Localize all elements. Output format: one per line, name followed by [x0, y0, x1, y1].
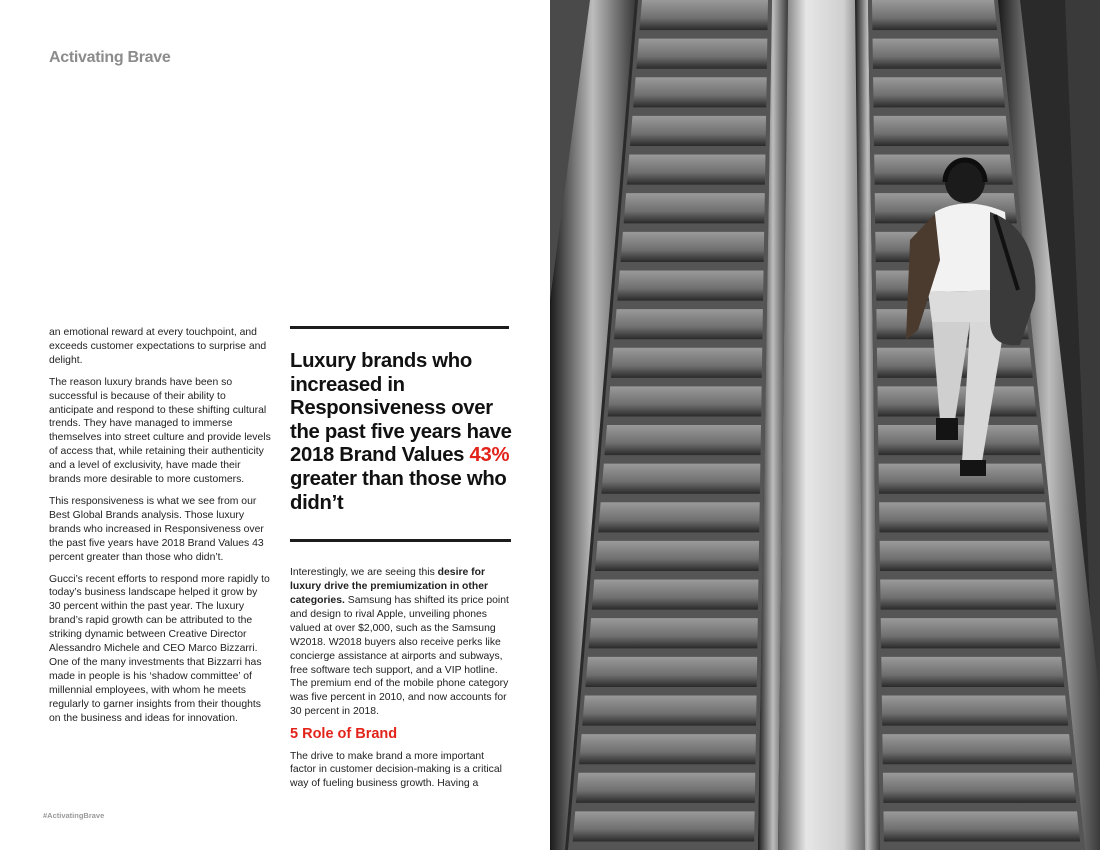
escalator-step [608, 386, 762, 416]
left-paragraph-1: an emotional reward at every touchpoint, and exceeds customer expectations to surprise and delight. [49, 327, 267, 366]
escalator-step [592, 580, 759, 610]
left-paragraph-2: The reason luxury brands have been so successful is because of their ability to anticipate and respond to these shifting cultural trends. They have managed to immerse themselves into street culture and provide levels of access that, while retaining their authenticity and a level of exclusivity, have made their brands more desirable to more customers. [49, 376, 271, 486]
escalator-step [878, 425, 1041, 455]
escalator-step [874, 116, 1009, 146]
escalator-step [582, 695, 756, 725]
escalator-step [611, 348, 762, 378]
escalator-step [882, 695, 1068, 725]
premiumization-bold: desire for luxury drive the premiumization in other categories. [290, 567, 489, 606]
escalator-step [879, 502, 1048, 532]
pull-quote-top-rule [290, 326, 509, 329]
left-paragraph-4: Gucci’s recent efforts to respond more rapidly to today’s business landscape helped it grow by 30 percent within the past year. The luxury brand’s rapid growth can be attributed to the striking dynamic between Creative Director Alessandro Michele and CEO Marco Bizzarri. One of the many investments that Bizzarri has made in people is his ‘shadow committee’ of millennial employees, with whom he meets regularly to garner insights from their thoughts on the business and ideas for innovation. [49, 573, 270, 724]
escalator-step [576, 773, 755, 803]
escalator-step [883, 773, 1076, 803]
escalator-step [881, 618, 1061, 648]
escalator-step [883, 811, 1080, 841]
middle-column [290, 326, 512, 790]
escalator-step [617, 270, 763, 300]
escalator-step [598, 502, 760, 532]
escalator-step [627, 155, 766, 185]
escalator-step [882, 734, 1072, 764]
footer-hashtag: #ActivatingBrave [43, 811, 105, 820]
pull-quote-bottom-rule [290, 539, 511, 542]
pull-quote-highlight: 43% [469, 444, 510, 467]
escalator-step [624, 193, 765, 223]
escalator-step [873, 77, 1005, 107]
role-of-brand-paragraph: The drive to make brand a more important factor in customer decision-making is a critical way of fueling business growth. Having a [290, 751, 502, 789]
escalator-step [872, 0, 997, 30]
escalator-step [873, 39, 1001, 69]
pull-quote-text-end: greater than those who didn’t [290, 467, 507, 514]
escalator-step [605, 425, 761, 455]
escalator-step [589, 618, 758, 648]
left-paragraph-3: This responsiveness is what we see from our Best Global Brands analysis. Those luxury brands who increased in Responsiveness over the past five years have 2018 Brand Values 43 percent greater than those who didn’t. [49, 495, 264, 563]
pull-quote [290, 350, 512, 515]
premiumization-rest: Samsung has shifted its price point and design to rival Apple, unveiling phones valued at over $2,000, such as the Samsung W2018. W2018 buyers also receive perks like concierge assistance at airports and subways, free software tech support, and a VIP hotline. The premium end of the mobile phone category was five percent in 2010, and now accounts for 30 percent in 2018. [290, 594, 509, 718]
escalator-step [595, 541, 759, 571]
escalator-step [601, 464, 760, 494]
escalator-step [630, 116, 766, 146]
escalator-step [880, 580, 1056, 610]
escalator-step [614, 309, 763, 339]
escalator-step [579, 734, 756, 764]
escalator-step [880, 541, 1053, 571]
role-of-brand-heading: 5 Role of Brand [290, 726, 398, 743]
premiumization-intro: Interestingly, we are seeing this [290, 567, 438, 579]
escalator-step [881, 657, 1064, 687]
pull-quote-text-start: Luxury brands who increased in Responsiveness over the past five years have 2018 Brand Values [290, 350, 512, 467]
escalator-step [633, 77, 767, 107]
escalator-step [573, 811, 755, 841]
left-column [49, 326, 271, 733]
escalator-photo [550, 0, 1100, 850]
premiumization-paragraph [290, 566, 512, 719]
escalator-step [620, 232, 764, 262]
escalator-step [636, 39, 767, 69]
section-title: Activating Brave [49, 49, 171, 66]
escalator-step [585, 657, 757, 687]
escalator-step [640, 0, 768, 30]
